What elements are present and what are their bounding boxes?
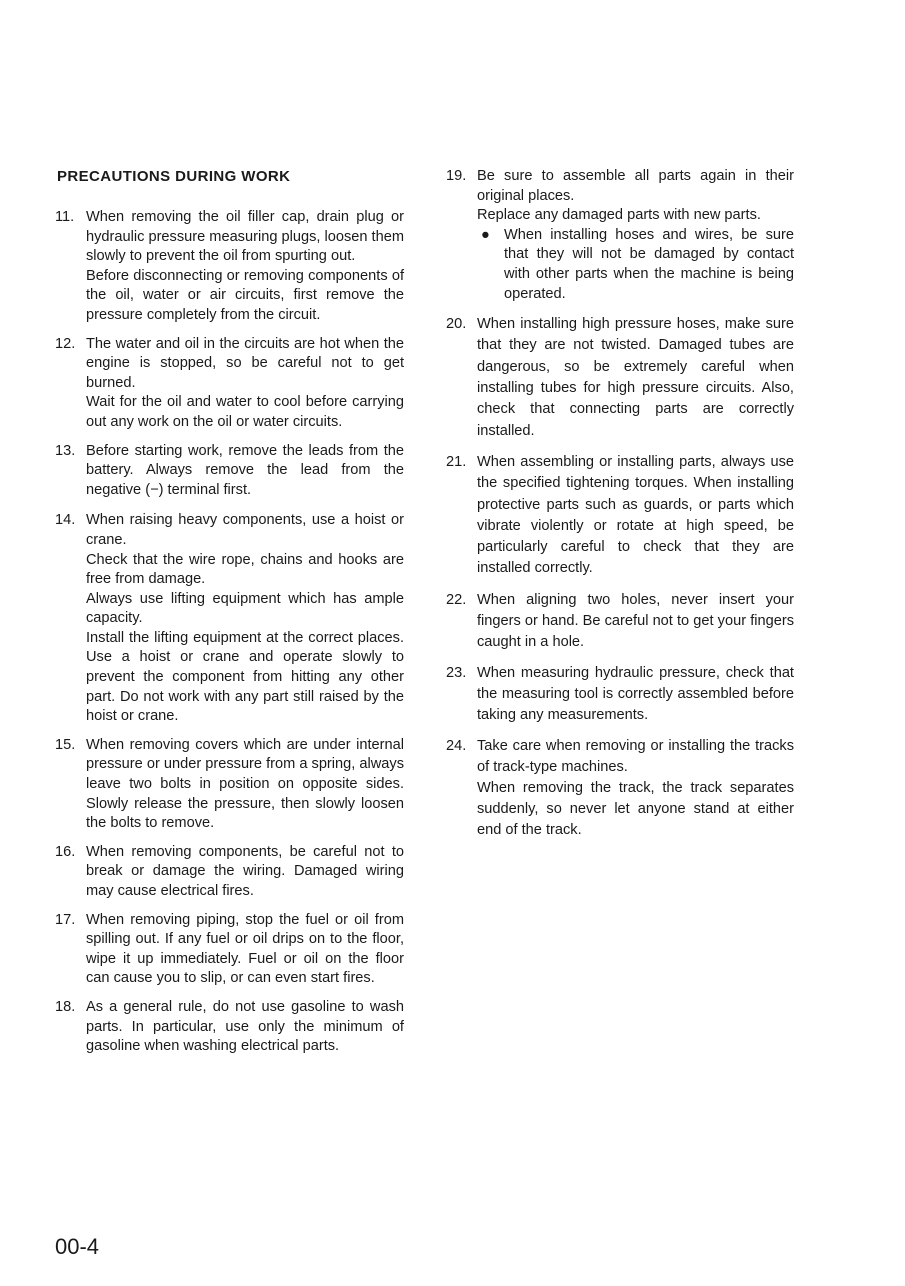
precaution-item-15 [55, 736, 404, 834]
section-title: PRECAUTIONS DURING WORK [57, 168, 291, 185]
item-number: 19. [446, 168, 467, 184]
item-paragraph: Before disconnecting or removing components of the oil, water or air circuits, first remove the pressure completely from the circuit. [86, 267, 404, 323]
precaution-item-18 [55, 998, 404, 1057]
item-paragraph: Wait for the oil and water to cool before carrying out any work on the oil or water circuits. [86, 394, 404, 430]
item-number: 13. [55, 442, 76, 459]
item-number: 24. [446, 737, 467, 754]
precaution-item-17 [55, 911, 404, 989]
item-number: 20. [446, 316, 467, 333]
item-number: 23. [446, 664, 467, 681]
right-column [446, 167, 794, 841]
item-number: 17. [55, 911, 76, 928]
item-paragraph: When installing high pressure hoses, make sure that they are not twisted. Damaged tubes are dangerous, so be extremely careful when installing tubes for high pressure circuits. Also, check that connecting parts are correctly installed. [477, 316, 794, 439]
precaution-item-23 [446, 663, 794, 726]
item-number: 11. [55, 209, 75, 225]
bullet-note [477, 226, 794, 304]
item-number: 12. [55, 335, 76, 352]
item-number: 14. [55, 512, 76, 529]
item-paragraph: When raising heavy components, use a hoist or crane. [86, 512, 404, 548]
precaution-item-12 [55, 335, 404, 433]
item-paragraph: Take care when removing or installing the tracks of track-type machines. [477, 737, 794, 775]
precaution-item-11 [55, 208, 404, 326]
bullet-icon: ● [481, 226, 490, 243]
precaution-item-19 [446, 167, 794, 304]
bullet-text: When installing hoses and wires, be sure that they will not be damaged by contact with other parts when the machine is being operated. [504, 226, 794, 302]
item-paragraph: When aligning two holes, never insert your fingers or hand. Be careful not to get your fingers caught in a hole. [477, 591, 794, 650]
precaution-item-16 [55, 843, 404, 902]
item-paragraph: The water and oil in the circuits are hot when the engine is stopped, so be careful not to get burned. [86, 335, 404, 391]
precaution-item-14 [55, 511, 404, 727]
precaution-item-24 [446, 736, 794, 841]
item-number: 16. [55, 843, 76, 860]
item-paragraph: When removing piping, stop the fuel or oil from spilling out. If any fuel or oil drips on to the floor, wipe it up immediately. Fuel or oil on the floor can cause you to slip, or can even start fires. [86, 911, 404, 987]
precaution-item-13 [55, 442, 404, 501]
left-column [55, 208, 404, 1057]
item-number: 21. [446, 453, 467, 470]
item-paragraph: When removing components, be careful not to break or damage the wiring. Damaged wiring may cause electrical fires. [86, 843, 404, 899]
item-paragraph: When removing the oil filler cap, drain plug or hydraulic pressure measuring plugs, loosen them slowly to prevent the oil from spurting out. [86, 209, 404, 265]
item-paragraph: When removing the track, the track separates suddenly, so never let anyone stand at either end of the track. [477, 779, 794, 838]
item-paragraph: As a general rule, do not use gasoline to wash parts. In particular, use only the minimum of gasoline when washing electrical parts. [86, 998, 404, 1055]
item-paragraph: When measuring hydraulic pressure, check that the measuring tool is correctly assembled before taking any measurements. [477, 664, 794, 723]
item-paragraph: Replace any damaged parts with new parts. [477, 207, 761, 224]
item-number: 18. [55, 998, 76, 1015]
precaution-item-22 [446, 590, 794, 653]
precaution-item-20 [446, 314, 794, 442]
item-paragraph: When assembling or installing parts, always use the specified tightening torques. When installing protective parts such as guards, or parts which vibrate violently or rotate at high speed, be particularly careful to check that they are installed correctly. [477, 453, 794, 577]
item-paragraph: Check that the wire rope, chains and hooks are free from damage. [86, 551, 404, 588]
item-paragraph: Always use lifting equipment which has ample capacity. [86, 590, 404, 627]
item-paragraph: Install the lifting equipment at the correct places. Use a hoist or crane and operate slowly to prevent the component from hitting any other part. Do not work with any part still raised by the hoist or crane. [86, 629, 404, 725]
item-paragraph: When removing covers which are under internal pressure or under pressure from a spring, always leave two bolts in position on opposite sides. Slowly release the pressure, then slowly loosen the bolts to remove. [86, 736, 404, 832]
item-number: 22. [446, 591, 467, 608]
page-number: 00-4 [55, 1234, 100, 1259]
item-paragraph: Be sure to assemble all parts again in their original places. [477, 168, 794, 204]
item-paragraph: Before starting work, remove the leads from the battery. Always remove the lead from the negative (−) terminal first. [86, 442, 404, 498]
precaution-item-21 [446, 452, 794, 580]
item-number: 15. [55, 736, 76, 753]
